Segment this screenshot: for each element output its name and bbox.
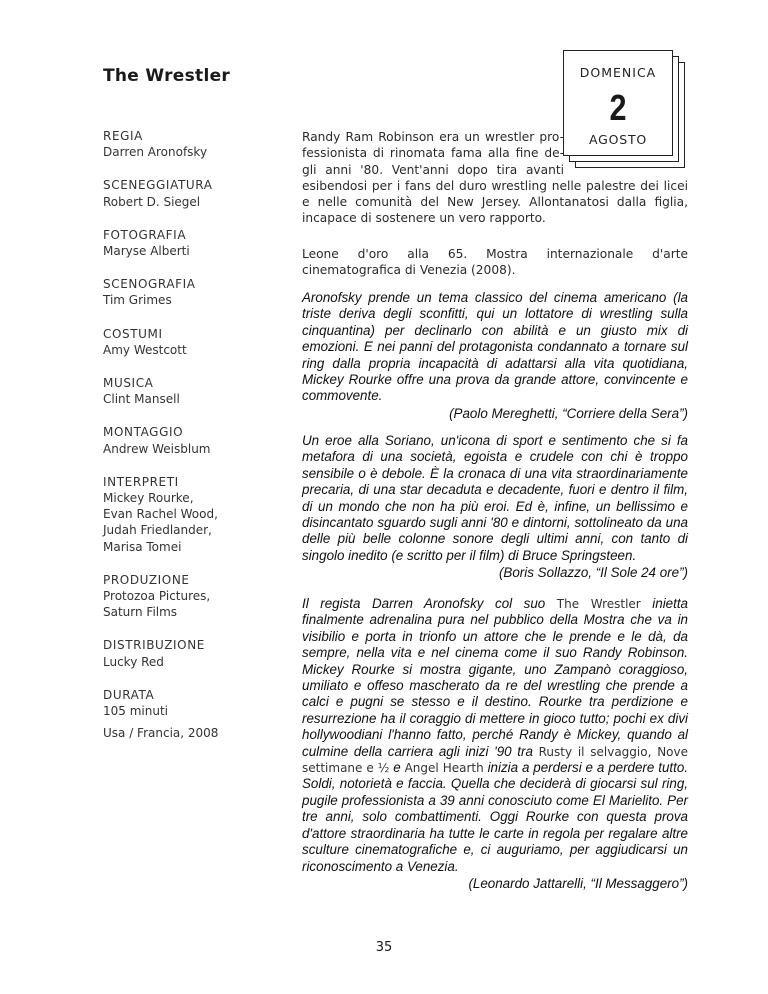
calendar-month: AGOSTO: [588, 132, 648, 147]
credit-role: MONTAGGIO: [103, 425, 184, 440]
credit-name: Andrew Weisblum: [103, 441, 211, 456]
credit-costumes: [103, 326, 283, 358]
credit-director: [103, 128, 283, 160]
credit-distribution: [103, 637, 283, 669]
credit-role: PRODUZIONE: [103, 572, 190, 587]
credit-role: FOTOGRAFIA: [103, 227, 187, 242]
review-sollazzo: [302, 433, 688, 582]
country-year: Usa / Francia, 2008: [103, 726, 219, 740]
credit-name: 105 minuti: [103, 704, 168, 719]
award-note: Leone d'oro alla 65. Mostra internazionale d'arte cinematografica di Venezia (2008).: [302, 247, 688, 278]
credit-role: COSTUMI: [103, 326, 163, 341]
credit-name: Protozoa Pictures,: [103, 589, 211, 604]
title-separator: ,: [647, 744, 658, 759]
credit-name: Clint Mansell: [103, 392, 180, 407]
calendar-day: 2: [609, 87, 627, 128]
synopsis-line: fessionista di rinomata fama alla fine de-: [302, 146, 564, 161]
credit-name: Amy Westcott: [103, 342, 187, 357]
credit-name: Robert D. Siegel: [103, 194, 201, 209]
synopsis-line: Randy Ram Robinson era un wrestler pro-: [302, 130, 564, 144]
film-title-mention: Rusty il selvaggio: [538, 744, 648, 759]
credit-name: Lucky Red: [103, 654, 164, 669]
page-number: 35: [375, 940, 393, 955]
synopsis: [302, 129, 688, 227]
credit-duration: [103, 687, 283, 719]
credit-role: DURATA: [103, 687, 155, 702]
credit-name: Judah Friedlander,: [103, 523, 212, 538]
credit-set-design: [103, 276, 283, 308]
film-title-mention: Nove settimane e ½: [302, 744, 688, 776]
review-text: [302, 596, 688, 875]
credit-name: Evan Rachel Wood,: [103, 507, 218, 522]
credit-name: Maryse Alberti: [103, 244, 190, 259]
review-source: (Leonardo Jattarelli, “Il Messaggero”): [468, 875, 688, 891]
review-text-part: inizia a perdersi e a perdere tutto. Soldi, notorietà e faccia. Quella che deciderà di giocarsi sul ring, pugile professionista a 39 anni conosciuto come El Marielito. Per tre anni, solo combattimenti. Oggi Rourke con questa prova d'attore straordinaria ha tutte le carte in regola per regalare altre sculture cinematografiche e, ci auguriamo, per aggiudicarsi un riconoscimento a Venezia.: [302, 760, 688, 874]
film-title-mention: Angel Hearth: [404, 761, 484, 776]
credit-role: INTERPRETI: [103, 474, 179, 489]
synopsis-line: gli anni '80. Vent'anni dopo tira avanti: [302, 162, 564, 177]
credit-name: Marisa Tomei: [103, 539, 182, 554]
review-text: Un eroe alla Soriano, un'icona di sport e sentimento che si fa metafora di una società, egoista e crudele con chi è troppo sensibile o è debole. È la cronaca di una vita straordinariamente precaria, di una star decaduta e decadente, fuori e dentro il film, di un mondo che non ha più eroi. Ed è, infine, un bellissimo e disincantato sguardo sugli anni '80 e dintorni, sottolineato da una delle più belle colonne sonore degli ultimi anni, con tanto di singolo inedito (e scritto per il film) di Bruce Springsteen.: [302, 433, 688, 563]
review-jattarelli: [302, 596, 688, 892]
review-mereghetti: [302, 290, 688, 422]
review-text: Aronofsky prende un tema classico del cinema americano (la triste deriva degli sconfitti, qui un lottatore di wrestling sulla cinquantina) per declinarlo con abilità e un giusto mix di emozioni. E nei panni del protagonista condannato a tornare sul ring dalla propria incapacità di adattarsi alla vita quotidiana, Mickey Rourke offre una prova da grande attore, convincente e commovente.: [302, 290, 688, 404]
credit-music: [103, 375, 283, 407]
credit-role: SCENEGGIATURA: [103, 178, 213, 193]
credit-screenplay: [103, 177, 283, 209]
credit-role: DISTRIBUZIONE: [103, 638, 205, 653]
credit-role: REGIA: [103, 129, 143, 143]
credit-editing: [103, 424, 283, 456]
review-text-part: inietta finalmente adrenalina pura nel pubblico della Mostra che va in visibilio e porta in trionfo un attore che le prende e le dà, da sempre, nella vita e nel cinema come il suo Randy Robinson. Mickey Rourke si mostra gigante, uno Zampanò coraggioso, umiliato e offeso mascherato da re del wrestling che prende a calci e pugni se stesso e il destino. Rourke tra perdizione e resurrezione ha il coraggio di mettere in gioco tutto; pochi ex divi hollywoodiani l'hanno fatto, perché Randy è Mickey, quando al culmine della carriera agli inizi '90 tra: [302, 596, 689, 759]
review-text-part: Il regista Darren Aronofsky col suo: [302, 596, 557, 611]
credit-name: Tim Grimes: [103, 293, 172, 308]
credit-production: [103, 572, 283, 621]
credit-name: Saturn Films: [103, 605, 178, 620]
calendar-weekday: DOMENICA: [579, 65, 657, 80]
credit-photography: [103, 227, 283, 259]
credit-name: Darren Aronofsky: [103, 145, 208, 160]
credits-column: [103, 128, 283, 736]
synopsis-text: esibendosi per i fans del duro wrestling nelle palestre dei licei e nelle comunità del New Jersey. Allontanatosi dalla figlia, incapace di sostenere un vero rapporto.: [302, 178, 688, 226]
credit-name: Mickey Rourke,: [103, 491, 194, 506]
film-title: The Wrestler: [103, 66, 231, 86]
credit-role: MUSICA: [103, 376, 154, 391]
review-source: (Boris Sollazzo, “Il Sole 24 ore”): [498, 565, 688, 581]
review-text-part: e: [389, 760, 405, 776]
review-source: (Paolo Mereghetti, “Corriere della Sera”): [449, 405, 688, 421]
credit-cast: [103, 474, 283, 555]
credit-role: SCENOGRAFIA: [103, 277, 196, 292]
film-title-mention: The Wrestler: [556, 597, 641, 611]
